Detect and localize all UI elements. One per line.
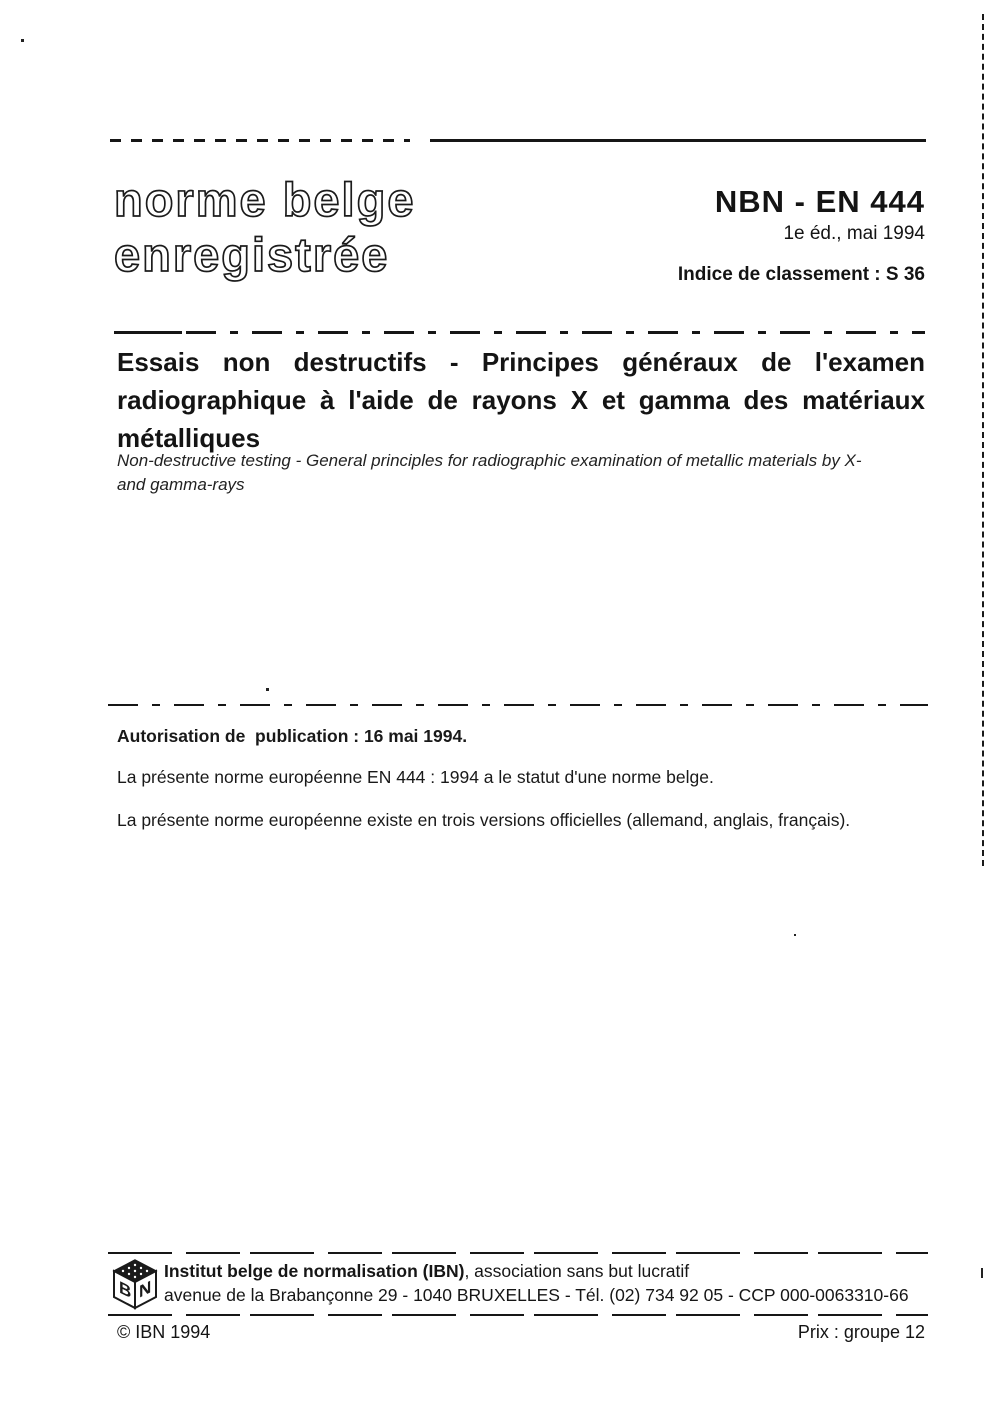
title-french [117, 343, 925, 457]
classification-index: Indice de classement : S 36 [677, 264, 925, 285]
title-fr-line2: radiographique à l'aide de rayons X et gamma des matériaux [117, 385, 925, 415]
scan-speck [266, 688, 269, 691]
edition-date: 1e éd., mai 1994 [783, 223, 925, 244]
title-fr-line3: métalliques [117, 423, 261, 453]
publisher-suffix: , association sans but lucratif [464, 1261, 690, 1281]
scan-speck [794, 934, 796, 936]
price-group: Prix : groupe 12 [797, 1322, 925, 1342]
status-note: La présente norme européenne EN 444 : 1994 a le statut d'une norme belge. [117, 767, 714, 787]
top-rule-solid [430, 139, 926, 142]
title-en-line2: and gamma-rays [117, 475, 245, 494]
brand-line-2: enregistrée [114, 228, 390, 281]
title-en-line1: Non-destructive testing - General principles for radiographic examination of metallic materials by X- [117, 451, 862, 470]
middle-rule [108, 704, 928, 706]
brand-line-1: norme belge [114, 173, 416, 226]
authorization-note: Autorisation de publication : 16 mai 1994. [117, 726, 468, 746]
title-rule [186, 331, 925, 334]
publisher-line1 [164, 1259, 930, 1283]
footer-rule-bottom [108, 1314, 928, 1316]
publisher-address: avenue de la Brabançonne 29 - 1040 BRUXELLES - Tél. (02) 734 92 05 - CCP 000-0063310-66 [164, 1285, 909, 1305]
top-rule-dashed [110, 139, 410, 142]
title-rule-seg [114, 331, 182, 334]
page-edge-line [982, 14, 984, 866]
svg-text:N: N [139, 1276, 152, 1302]
svg-text:B: B [119, 1277, 132, 1303]
scan-speck [981, 1268, 983, 1278]
footer-rule-top [108, 1252, 928, 1254]
publisher-block [164, 1259, 930, 1307]
publisher-name: Institut belge de normalisation (IBN) [164, 1261, 465, 1281]
standard-code: NBN - EN 444 [714, 184, 925, 219]
document-kind-heading [114, 172, 415, 282]
title-english [117, 449, 929, 497]
header-right-block [505, 185, 925, 286]
scan-speck [21, 39, 24, 42]
copyright: © IBN 1994 [117, 1322, 211, 1342]
title-fr-line1: Essais non destructifs - Principes généraux de l'examen [117, 347, 925, 377]
versions-note: La présente norme européenne existe en trois versions officielles (allemand, anglais, français). [117, 810, 851, 830]
ibn-cube-logo [110, 1258, 160, 1310]
